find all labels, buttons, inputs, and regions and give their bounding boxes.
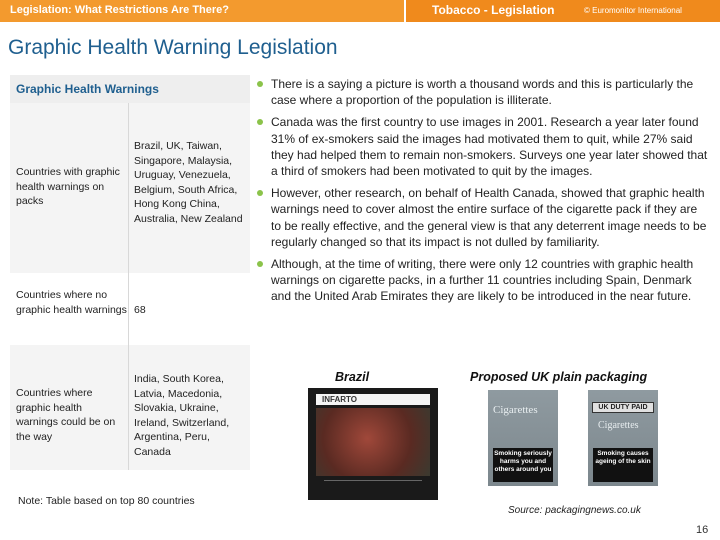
row-label: Countries with graphic health warnings on packs (16, 166, 120, 207)
warnings-table (10, 75, 250, 470)
topic-title: Tobacco - Legislation (432, 3, 555, 17)
bullet-icon (257, 190, 263, 196)
pack-label: INFARTO (322, 395, 357, 404)
table-note: Note: Table based on top 80 countries (18, 495, 195, 507)
row-value: 68 (134, 304, 146, 316)
list-item (256, 76, 708, 108)
copyright-text: © Euromonitor International (584, 6, 682, 15)
list-item (256, 256, 708, 305)
table-column-divider (128, 103, 129, 470)
pack-brand: Cigarettes (493, 404, 538, 416)
list-item (256, 114, 708, 179)
duty-label: UK DUTY PAID (592, 402, 654, 413)
section-title: Legislation: What Restrictions Are There? (10, 4, 230, 16)
bullet-list (256, 76, 708, 311)
image-source: Source: packagingnews.co.uk (508, 505, 641, 516)
uk-caption: Proposed UK plain packaging (470, 370, 648, 384)
bullet-text: However, other research, on behalf of Health Canada, showed that graphic health warnings need to cover almost the entire surface of the cigarette pack if they are to be really effective, and the general view is that any deterrent image needs to be regularly changed so that its impact is not dulled by familiarity. (271, 186, 707, 249)
pack-text-area (324, 480, 422, 496)
row-label: Countries where graphic health warnings could be on the way (16, 387, 116, 443)
bullet-icon (257, 261, 263, 267)
table-header (10, 75, 250, 103)
pack-brand: Cigarettes (598, 420, 639, 431)
list-item (256, 185, 708, 250)
bullet-text: There is a saying a picture is worth a thousand words and this is particularly the case where a proportion of the population is illiterate. (271, 77, 694, 108)
page-number: 16 (696, 524, 709, 536)
row-value: India, South Korea, Latvia, Macedonia, Slovakia, Ukraine, Ireland, Switzerland, Argentina, Peru, Canada (134, 373, 230, 458)
top-bar-divider (404, 0, 406, 22)
bullet-icon (257, 119, 263, 125)
bullet-text: Although, at the time of writing, there were only 12 countries with graphic health warnings on cigarette packs, in a further 11 countries including Spain, Denmark and the United Arab Emirates they are likely to be introduced in the near future. (271, 257, 694, 304)
table-header-label: Graphic Health Warnings (16, 82, 159, 96)
brazil-pack-image (308, 388, 438, 500)
uk-pack-image (488, 390, 558, 486)
row-label: Countries where no graphic health warnings (16, 289, 127, 316)
bullet-text: Canada was the first country to use images in 2001. Research a year later found 31% of ex-smokers said the images had motivated them to quit, while 27% said they had helped them to remain non-smokers. Surveys one year later showed that a third of smokers had been motivated to quit by the images. (271, 115, 708, 179)
pack-warning: Smoking causes ageing of the skin (593, 448, 653, 482)
top-bar (0, 0, 720, 22)
row-value: Brazil, UK, Taiwan, Singapore, Malaysia, Uruguay, Venezuela, Belgium, South Africa, Hong Kong China, Australia, New Zealand (134, 140, 243, 225)
brazil-caption: Brazil (335, 370, 370, 384)
warning-photo (316, 408, 430, 476)
page-title: Graphic Health Warning Legislation (8, 36, 338, 59)
uk-pack-image (588, 390, 658, 486)
bullet-icon (257, 81, 263, 87)
pack-warning: Smoking seriously harms you and others around you (493, 448, 553, 482)
